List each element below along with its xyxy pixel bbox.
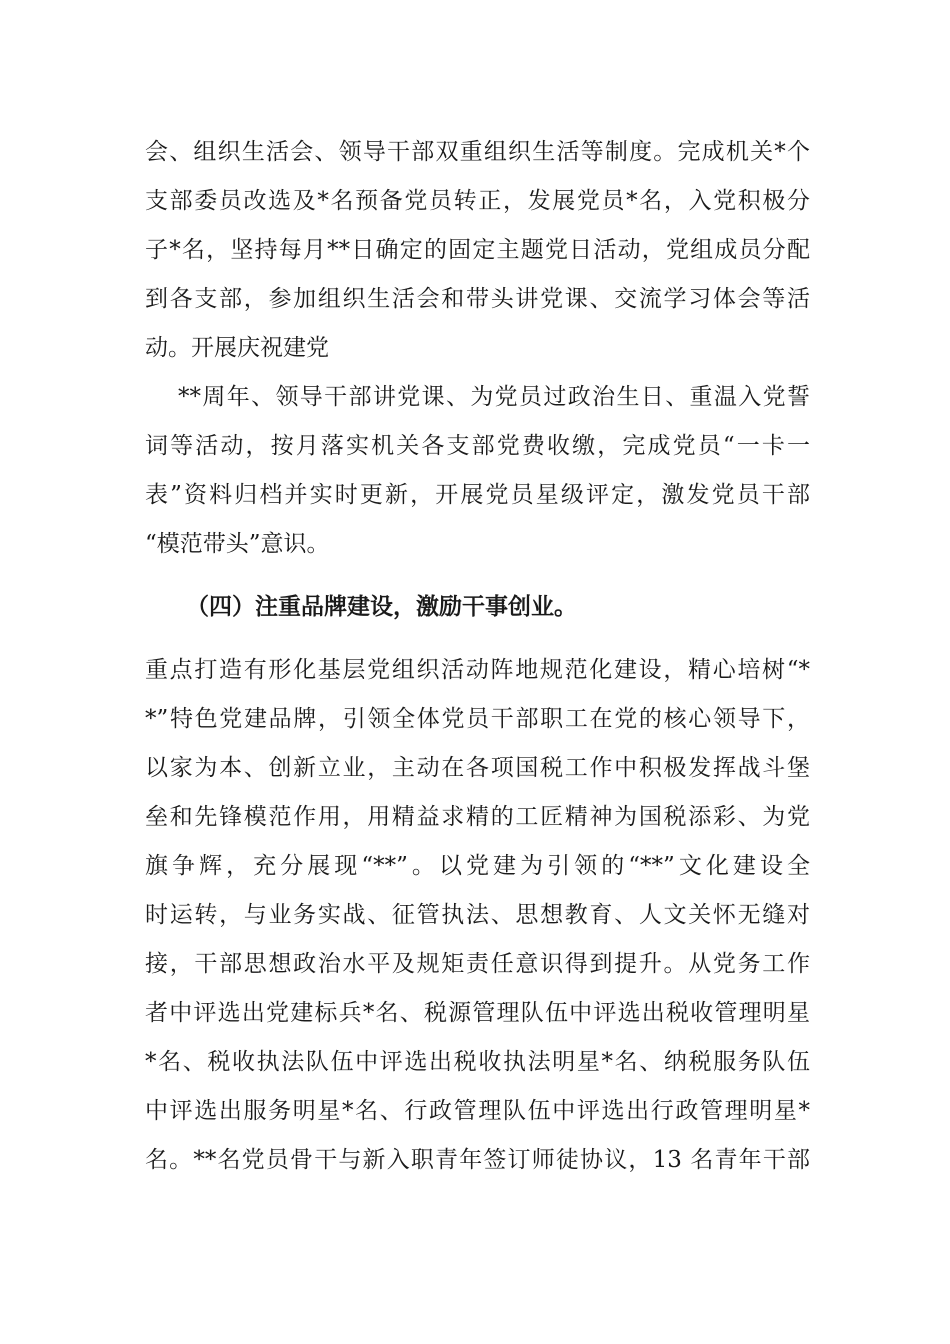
section-heading: （四）注重品牌建设，激励干事创业。: [186, 594, 577, 620]
paragraph-1-line-2: 支部委员改选及*名预备党员转正，发展党员*名，入党积极分: [145, 188, 810, 214]
paragraph-1-line-3: 子*名，坚持每月**日确定的固定主题党日活动，党组成员分配: [145, 237, 810, 263]
paragraph-3-line-3: 以家为本、创新立业，主动在各项国税工作中积极发挥战斗堡: [145, 755, 810, 781]
paragraph-2-line-4: “模范带头”意识。: [145, 531, 330, 557]
paragraph-2-line-3: 表”资料归档并实时更新，开展党员星级评定，激发党员干部: [145, 482, 810, 508]
paragraph-3-line-9: *名、税收执法队伍中评选出税收执法明星*名、纳税服务队伍: [145, 1049, 810, 1075]
paragraph-1-line-1: 会、组织生活会、领导干部双重组织生活等制度。完成机关*个: [145, 139, 810, 165]
paragraph-3-line-1: 重点打造有形化基层党组织活动阵地规范化建设，精心培树“*: [145, 657, 810, 683]
paragraph-3-line-6: 时运转，与业务实战、征管执法、思想教育、人文关怀无缝对: [145, 902, 810, 928]
paragraph-3-line-4: 垒和先锋模范作用，用精益求精的工匠精神为国税添彩、为党: [145, 804, 810, 830]
paragraph-1-line-5: 动。开展庆祝建党: [145, 335, 329, 361]
paragraph-2-line-2: 词等活动，按月落实机关各支部党费收缴，完成党员“一卡一: [145, 433, 810, 459]
paragraph-3-line-2: *”特色党建品牌，引领全体党员干部职工在党的核心领导下，: [145, 706, 810, 732]
paragraph-1-line-4: 到各支部，参加组织生活会和带头讲党课、交流学习体会等活: [145, 286, 810, 312]
paragraph-3-line-5: 旗争辉，充分展现“**”。以党建为引领的“**”文化建设全: [145, 853, 810, 879]
paragraph-3-line-8: 者中评选出党建标兵*名、税源管理队伍中评选出税收管理明星: [145, 1000, 810, 1026]
paragraph-3-line-10: 中评选出服务明星*名、行政管理队伍中评选出行政管理明星*: [145, 1098, 810, 1124]
paragraph-3-line-7: 接，干部思想政治水平及规矩责任意识得到提升。从党务工作: [145, 951, 810, 977]
paragraph-2-line-1: **周年、领导干部讲党课、为党员过政治生日、重温入党誓: [178, 384, 810, 410]
paragraph-3-line-11: 名。**名党员骨干与新入职青年签订师徒协议，13 名青年干部: [145, 1147, 810, 1173]
